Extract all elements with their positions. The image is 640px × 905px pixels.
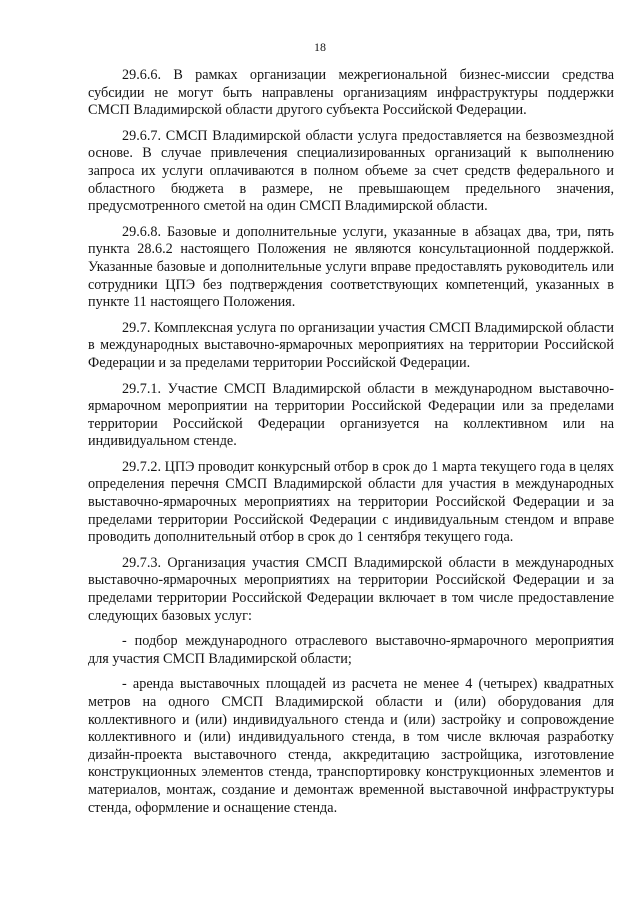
list-item-event-selection: - подбор международного отраслевого выставочно-ярмарочного мероприятия для участия СМСП Владимирской области; [88, 633, 614, 667]
paragraph-29-6-7: 29.6.7. СМСП Владимирской области услуга предоставляется на безвозмездной основе. В случае привлечения специализированных организаций к выполнению запроса их услуги оплачиваются в полном объеме за счет средств федерального и областного бюджета в размере, не превышающем предельного значения, предусмотренного сметой на один СМСП Владимирской области. [88, 127, 614, 215]
paragraph-29-7: 29.7. Комплексная услуга по организации участия СМСП Владимирской области в международных выставочно-ярмарочных мероприятиях на территории Российской Федерации и за пределами территории Российской Федерации. [88, 319, 614, 371]
paragraph-29-6-6: 29.6.6. В рамках организации межрегиональной бизнес-миссии средства субсидии не могут быть направлены организациям инфраструктуры поддержки СМСП Владимирской области другого субъекта Российской Федерации. [88, 67, 614, 119]
list-item-space-rental: - аренда выставочных площадей из расчета не менее 4 (четырех) квадратных метров на одного СМСП Владимирской области и (или) оборудования для коллективного и (или) индивидуального стенда и (или) застройку и сопровождение коллективного и (или) индивидуального стенда, в том числе включая разработку дизайн-проекта выставочного стенда, аккредитацию застройщика, изготовление конструкционных элементов стенда, транспортировку конструкционных элементов и материалов, монтаж, создание и демонтаж временной выставочной инфраструктуры стенда, оформление и оснащение стенда. [88, 676, 614, 816]
paragraph-29-7-2: 29.7.2. ЦПЭ проводит конкурсный отбор в срок до 1 марта текущего года в целях определения перечня СМСП Владимирской области для участия в международных выставочно-ярмарочных мероприятиях на территории Российской Федерации и за пределами территории Российской Федерации с индивидуальным стендом и вправе проводить дополнительный отбор в срок до 1 сентября текущего года. [88, 458, 614, 546]
paragraph-29-7-1: 29.7.1. Участие СМСП Владимирской области в международном выставочно-ярмарочном мероприятии на территории Российской Федерации или за пределами территории Российской Федерации организуется на коллективном или на индивидуальном стенде. [88, 380, 614, 450]
page-number: 18 [314, 40, 326, 54]
document-body [88, 67, 614, 823]
paragraph-29-6-8: 29.6.8. Базовые и дополнительные услуги, указанные в абзацах два, три, пять пункта 28.6.2 настоящего Положения не являются консультационной поддержкой. Указанные базовые и дополнительные услуги вправе предоставлять руководитель или сотрудники ЦПЭ без подтверждения соответствующих компетенций, указанных в пункте 11 настоящего Положения. [88, 223, 614, 311]
paragraph-29-7-3: 29.7.3. Организация участия СМСП Владимирской области в международных выставочно-ярмарочных мероприятиях на территории Российской Федерации и за пределами территории Российской Федерации включает в том числе предоставление следующих базовых услуг: [88, 554, 614, 624]
